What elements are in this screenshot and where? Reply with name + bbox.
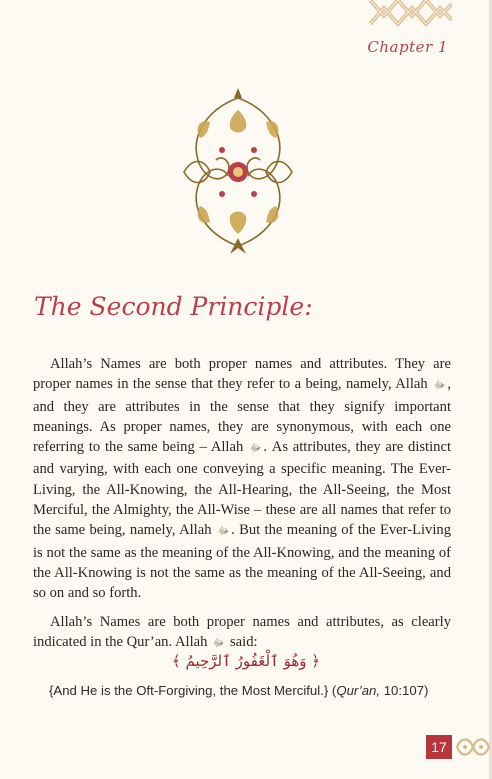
paragraph-1-part-1: Allah’s Names are both proper names and attributes. They are proper names in the sense that they refer to a being, namely, Allah [33,356,451,393]
page-number-badge [426,735,452,759]
paragraph-2-part-1: Allah’s Names are both proper names and attributes, as clearly indicated in the Qur’an. Allah [33,613,451,650]
honorific-glyph: ﷻ [213,637,225,649]
translation-reference: 10:107) [380,683,429,698]
page-number: 17 [431,739,447,755]
paragraph-2-part-2: said: [226,633,258,650]
paragraph-2 [33,612,451,655]
honorific-glyph: ﷻ [434,380,446,392]
paragraph-1 [33,354,451,604]
chapter-label: Chapter 1 [367,38,448,56]
arabic-verse: ﴿ وَهُوَ ٱلْغَفُورُ ٱلرَّحِيمُ ﴾ [171,652,321,670]
section-title: The Second Principle: [34,292,313,321]
paragraph-1-part-2: , and they are attributes in the sense that they signify important meanings. As proper names, they are synonymous, with each one referring to the same being – Allah [33,376,451,456]
floral-ornament-icon [170,88,306,256]
translation-text: {And He is the Oft-Forgiving, the Most Merciful.} ( [49,683,337,698]
paragraph-1-part-4: . But the meaning of the Ever-Living is not the same as the meaning of the All-Knowing, and the meaning of the All-Knowing is not the same as the meaning of the All-Seeing, and so on and so forth. [33,522,451,602]
body-text [33,354,451,654]
paragraph-1-part-3: . As attributes, they are distinct and varying, with each one conveying a specific meaning. The Ever-Living, the All-Knowing, the All-Hearing, the All-Seeing, the Most Merciful, the Almighty, the All-Wise – these are all names that refer to the same being, namely, Allah [33,439,451,539]
honorific-glyph: ﷻ [217,526,230,538]
top-ornament-icon [368,0,452,26]
corner-ornament-icon [455,734,492,760]
translation-source: Qur’an, [336,683,381,698]
verse-translation [49,681,447,700]
honorific-glyph: ﷻ [250,443,262,455]
